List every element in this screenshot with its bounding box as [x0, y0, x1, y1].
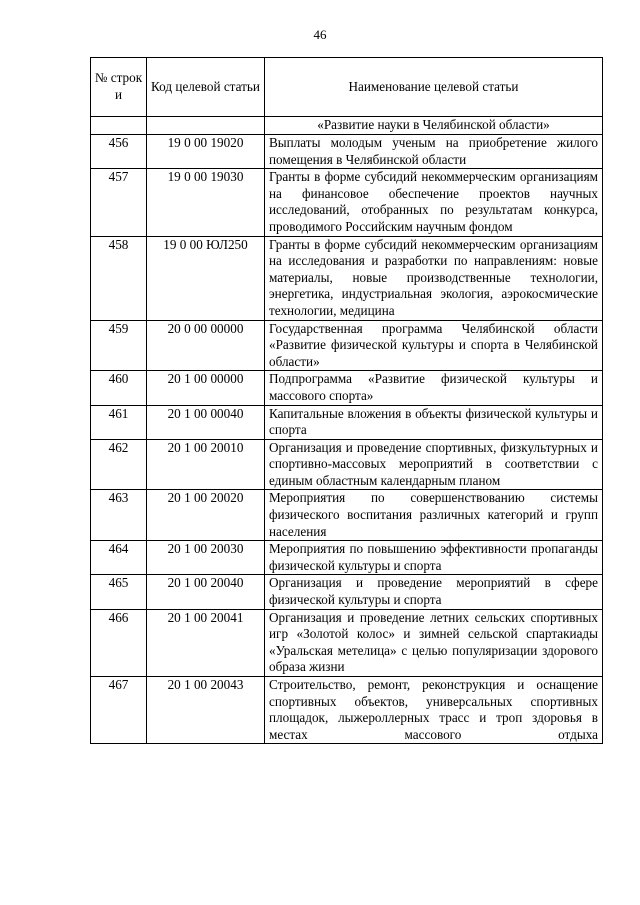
article-name-cell [265, 677, 603, 744]
table-row [91, 236, 603, 320]
continuation-text: «Развитие науки в Челябинской области» [265, 117, 603, 135]
row-number-cell: 463 [91, 490, 147, 541]
article-name-cell [265, 405, 603, 439]
article-name-cell [265, 541, 603, 575]
table-row [91, 405, 603, 439]
article-name-text: Организация и проведение мероприятий в сфере физической культуры и спорта [269, 575, 598, 608]
article-name-text: Подпрограмма «Развитие физической культуры и массового спорта» [269, 371, 598, 403]
article-code-cell: 20 1 00 00000 [147, 371, 265, 405]
row-number-cell [91, 117, 147, 135]
article-name-text: Организация и проведение летних сельских спортивных игр «Золотой колос» и зимней сельской спартакиады «Уральская метелица» с целью популяризации здорового образа жизни [269, 609, 598, 675]
table-row-continuation [91, 117, 603, 135]
table-header-row [91, 58, 603, 117]
article-code-cell: 19 0 00 19030 [147, 169, 265, 236]
article-name-cell [265, 320, 603, 371]
header-article-name: Наименование целевой статьи [265, 58, 603, 117]
article-code-cell: 19 0 00 ЮЛ250 [147, 236, 265, 320]
page-number: 46 [313, 27, 327, 42]
article-code-cell: 20 1 00 20030 [147, 541, 265, 575]
row-number-cell: 462 [91, 439, 147, 490]
row-number-cell: 464 [91, 541, 147, 575]
article-code-cell: 20 1 00 20020 [147, 490, 265, 541]
article-code-cell: 20 0 00 00000 [147, 320, 265, 371]
article-code-cell [147, 117, 265, 135]
article-code-cell: 19 0 00 19020 [147, 135, 265, 169]
row-number-cell: 458 [91, 236, 147, 320]
table-row [91, 609, 603, 676]
article-name-text: Капитальные вложения в объекты физической культуры и спорта [269, 405, 598, 438]
row-number-cell: 465 [91, 575, 147, 609]
article-code-cell: 20 1 00 20041 [147, 609, 265, 676]
table-row [91, 135, 603, 169]
row-number-cell: 457 [91, 169, 147, 236]
table-row [91, 439, 603, 490]
table-row [91, 575, 603, 609]
article-name-text: Организация и проведение спортивных, физкультурных и спортивно-массовых мероприятий в соответствии с единым областным календарным планом [269, 439, 598, 488]
row-number-cell: 460 [91, 371, 147, 405]
article-code-cell: 20 1 00 20010 [147, 439, 265, 490]
article-name-cell [265, 575, 603, 609]
article-name-text: Гранты в форме субсидий некоммерческим организациям на исследования и разработки по направлениям: новые материалы, новые производственные технологии, энергетика, индустриальная экология, аэрокосмические технологии, медицина [269, 236, 598, 318]
header-row-number: № строк и [91, 58, 147, 117]
article-name-cell [265, 169, 603, 236]
article-code-cell: 20 1 00 20043 [147, 677, 265, 744]
row-number-cell: 466 [91, 609, 147, 676]
article-name-cell [265, 609, 603, 676]
article-name-text: Гранты в форме субсидий некоммерческим организациям на финансовое обеспечение проектов научных исследований, отобранных по результатам конкурса, проводимого Российским научным фондом [269, 169, 598, 234]
article-name-text: Строительство, ремонт, реконструкция и оснащение спортивных объектов, универсальных спортивных площадок, лыжероллерных трасс и троп здоровья в местах массового отдыха [269, 677, 598, 742]
article-code-cell: 20 1 00 20040 [147, 575, 265, 609]
article-name-text: Государственная программа Челябинской области «Развитие физической культуры и спорта в Челябинской области» [269, 320, 598, 369]
article-name-cell [265, 490, 603, 541]
row-number-cell: 467 [91, 677, 147, 744]
article-name-text: Мероприятия по повышению эффективности пропаганды физической культуры и спорта [269, 541, 598, 573]
article-name-text: Мероприятия по совершенствованию системы физического воспитания различных категорий и групп населения [269, 490, 598, 539]
table-row [91, 169, 603, 236]
row-number-cell: 459 [91, 320, 147, 371]
row-number-cell: 461 [91, 405, 147, 439]
table-row [91, 371, 603, 405]
target-articles-table [90, 57, 603, 744]
article-name-text: Выплаты молодым ученым на приобретение жилого помещения в Челябинской области [269, 135, 598, 167]
row-number-cell: 456 [91, 135, 147, 169]
header-article-code: Код целевой статьи [147, 58, 265, 117]
article-name-cell [265, 236, 603, 320]
article-name-cell [265, 135, 603, 169]
table-row [91, 541, 603, 575]
article-code-cell: 20 1 00 00040 [147, 405, 265, 439]
table-row [91, 320, 603, 371]
table-row [91, 677, 603, 744]
article-name-cell [265, 439, 603, 490]
article-name-cell [265, 371, 603, 405]
table-row [91, 490, 603, 541]
